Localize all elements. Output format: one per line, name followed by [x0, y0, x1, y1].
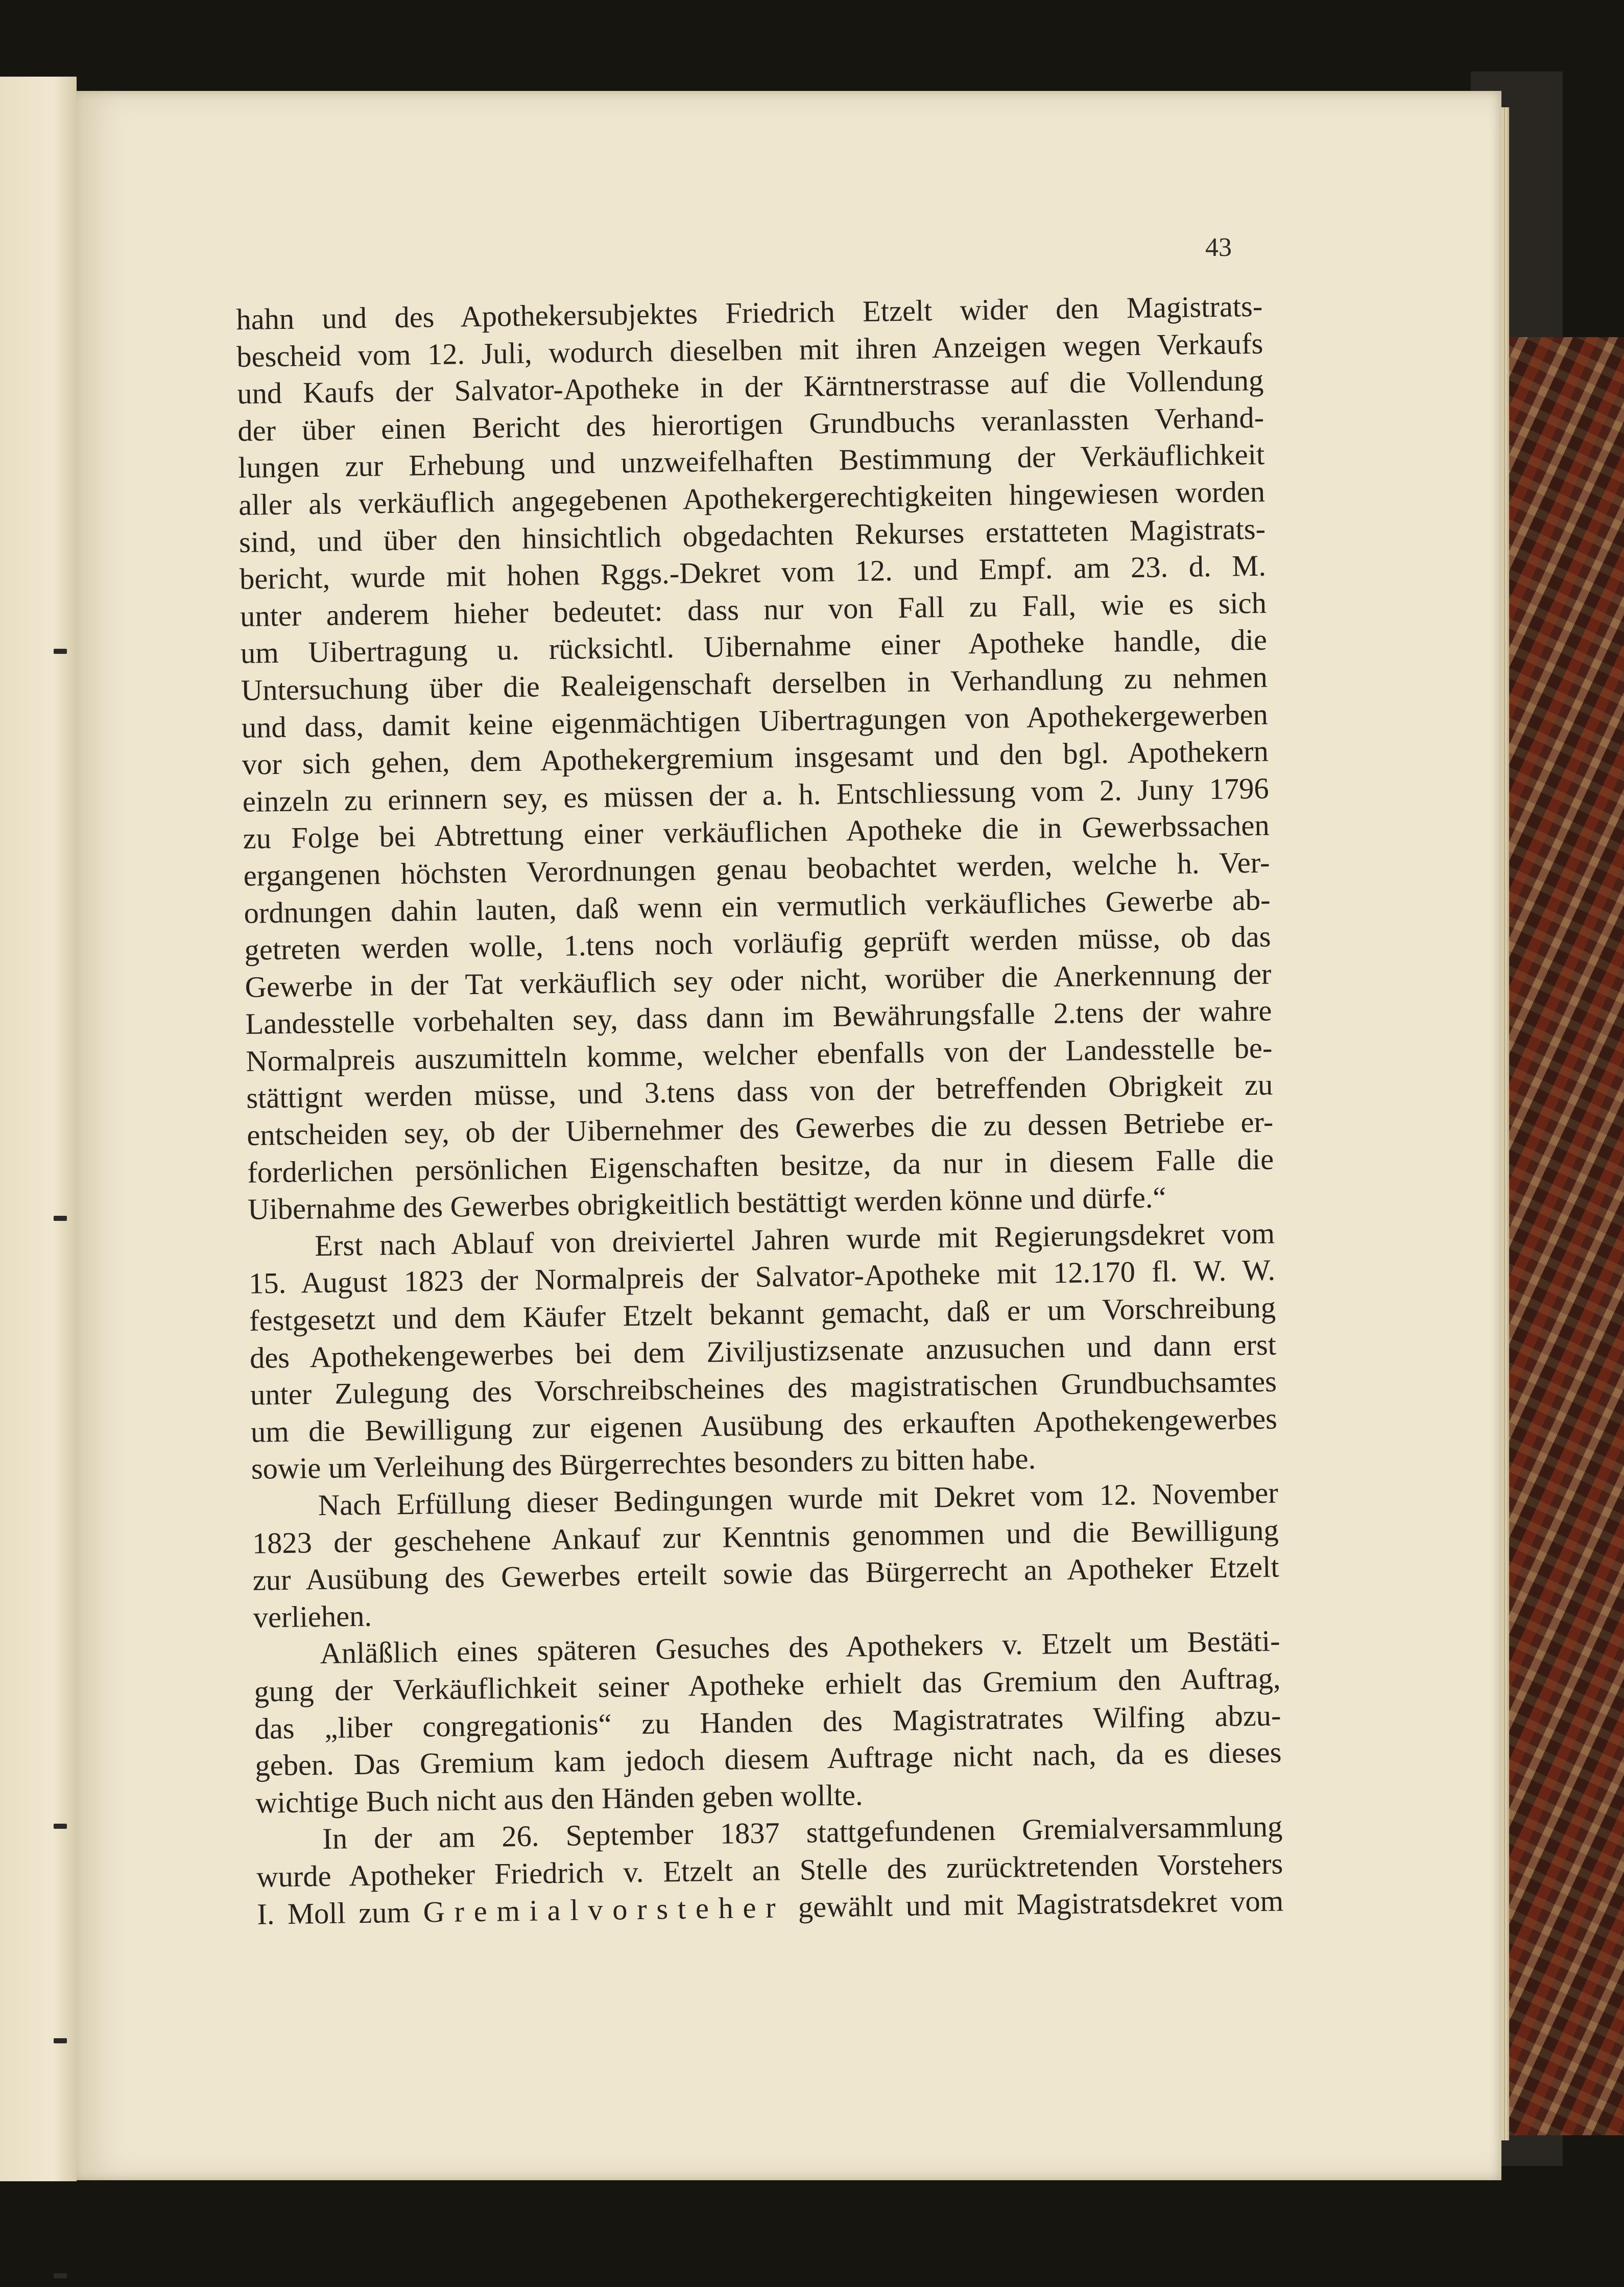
text-line: lungen zur Erhebung und unzweifelhaften Bestimmung der Verkäuflichkeit	[237, 438, 1265, 485]
text-line: das „liber congregationis“ zu Handen des Magistratrates Wilfing abzu-	[254, 1699, 1281, 1746]
text-line: wichtige Buch nicht aus den Händen geben wollte.	[255, 1778, 863, 1820]
text-line: sind, und über den hinsichtlich obgedachten Rekurses erstatteten Magistrats-	[238, 512, 1266, 559]
text-line: entscheiden sey, ob der Uibernehmer des Gewerbes die zu dessen Betriebe er-	[246, 1105, 1274, 1152]
text-line: zur Ausübung des Gewerbes erteilt sowie das Bürgerrecht an Apotheker Etzelt	[252, 1550, 1280, 1597]
text-line: bescheid vom 12. Juli, wodurch dieselben mit ihren Anzeigen wegen Verkaufs	[236, 326, 1263, 373]
marbled-endpaper	[1496, 337, 1624, 2135]
text-line: ergangenen höchsten Verordnungen genau beobachtet werden, welche h. Ver-	[243, 845, 1270, 892]
text-line: Erst nach Ablauf von dreiviertel Jahren wurde mit Regierungsdekret vom	[314, 1216, 1275, 1262]
text-line: unter anderem hieher bedeutet: dass nur von Fall zu Fall, wie es sich	[240, 586, 1267, 633]
text-line: und Kaufs der Salvator-Apotheke in der Kärntnerstrasse auf die Vollendung	[236, 363, 1264, 411]
text-line: aller als verkäuflich angegebenen Apothekergerechtigkeiten hingewiesen worden	[238, 475, 1265, 522]
text-line: wurde Apotheker Friedrich v. Etzelt an Stelle des zurücktretenden Vorstehers	[256, 1847, 1283, 1894]
text-line: einzeln zu erinnern sey, es müssen der a. h. Entschliessung vom 2. Juny 1796	[242, 771, 1270, 818]
body-text	[236, 288, 1284, 1933]
text-line: ordnungen dahin lauten, daß wenn ein vermutlich verkäufliches Gewerbe ab-	[244, 883, 1271, 930]
text-line: zu Folge bei Abtrettung einer verkäuflichen Apotheke die in Gewerbssachen	[243, 808, 1270, 856]
left-page-marks	[54, 281, 74, 2171]
text-line: geben. Das Gremium kam jedoch diesem Auftrage nicht nach, da es dieses	[255, 1735, 1282, 1782]
text-line: Nach Erfüllung dieser Bedingungen wurde mit Dekret vom 12. November	[318, 1476, 1279, 1522]
text-line: gung der Verkäuflichkeit seiner Apotheke erhielt das Gremium den Auftrag,	[254, 1661, 1281, 1708]
text-line: stättignt werden müsse, und 3.tens dass von der betreffenden Obrigkeit zu	[246, 1068, 1273, 1115]
text-line: verliehen.	[253, 1599, 372, 1634]
text-line: forderlichen persönlichen Eigenschaften besitze, da nur in diesem Falle die	[247, 1142, 1274, 1189]
text-line: vor sich gehen, dem Apothekergremium insgesamt und den bgl. Apothekern	[242, 734, 1269, 782]
text-line: hahn und des Apothekersubjektes Friedrich Etzelt wider den Magistrats-	[236, 289, 1263, 336]
page-number: 43	[1205, 233, 1232, 262]
text-line: getreten werden wolle, 1.tens noch vorläufig geprüft werden müsse, ob das	[244, 919, 1271, 966]
text-line: In der am 26. September 1837 stattgefundenen Gremialversammlung	[322, 1809, 1283, 1856]
text-line: Anläßlich eines späteren Gesuches des Apothekers v. Etzelt um Bestäti-	[320, 1624, 1280, 1670]
text-line: 15. August 1823 der Normalpreis der Salvator-Apotheke mit 12.170 fl. W. W.	[248, 1253, 1276, 1301]
left-page-edge	[0, 77, 77, 2181]
text-line: bericht, wurde mit hohen Rggs.-Dekret vom 12. und Empf. am 23. d. M.	[239, 549, 1267, 596]
text-line: 1823 der geschehene Ankauf zur Kenntnis genommen und die Bewilligung	[252, 1513, 1279, 1560]
text-line: Uibernahme des Gewerbes obrigkeitlich bestättigt werden könne und dürfe.“	[247, 1181, 1166, 1227]
text-line: des Apothekengewerbes bei dem Ziviljustizsenate anzusuchen und dann erst	[249, 1328, 1277, 1375]
text-line: Landesstelle vorbehalten sey, dass dann im Bewährungsfalle 2.tens der wahre	[245, 994, 1272, 1041]
text-line: um die Bewilligung zur eigenen Ausübung des erkauften Apothekengewerbes	[250, 1402, 1278, 1449]
final-line-start: I. Moll zum	[256, 1895, 423, 1931]
text-line: sowie um Verleihung des Bürgerrechtes besonders zu bitten habe.	[251, 1442, 1036, 1486]
text-line: Gewerbe in der Tat verkäuflich sey oder nicht, worüber die Anerkennung der	[245, 957, 1272, 1004]
spaced-title-gremialvorsteher: Gremialvorsteher	[423, 1890, 785, 1929]
text-line: Normalpreis auszumitteln komme, welcher ebenfalls von der Landesstelle be-	[246, 1031, 1273, 1078]
text-line: Untersuchung über die Realeigenschaft derselben in Verhandlung zu nehmen	[241, 660, 1268, 707]
text-line: festgesetzt und dem Käufer Etzelt bekannt gemacht, daß er um Vorschreibung	[249, 1290, 1276, 1337]
text-line: um Uibertragung u. rücksichtl. Uibernahme einer Apotheke handle, die	[240, 623, 1268, 670]
text-line: unter Zulegung des Vorschreibscheines des magistratischen Grundbuchsamtes	[250, 1364, 1277, 1412]
text-line: und dass, damit keine eigenmächtigen Uibertragungen von Apothekergewerben	[241, 697, 1269, 744]
text-line: der über einen Bericht des hierortigen Grundbuchs veranlassten Verhand-	[237, 400, 1264, 447]
final-line-end: gewählt und mit Magistratsdekret vom	[784, 1883, 1284, 1924]
